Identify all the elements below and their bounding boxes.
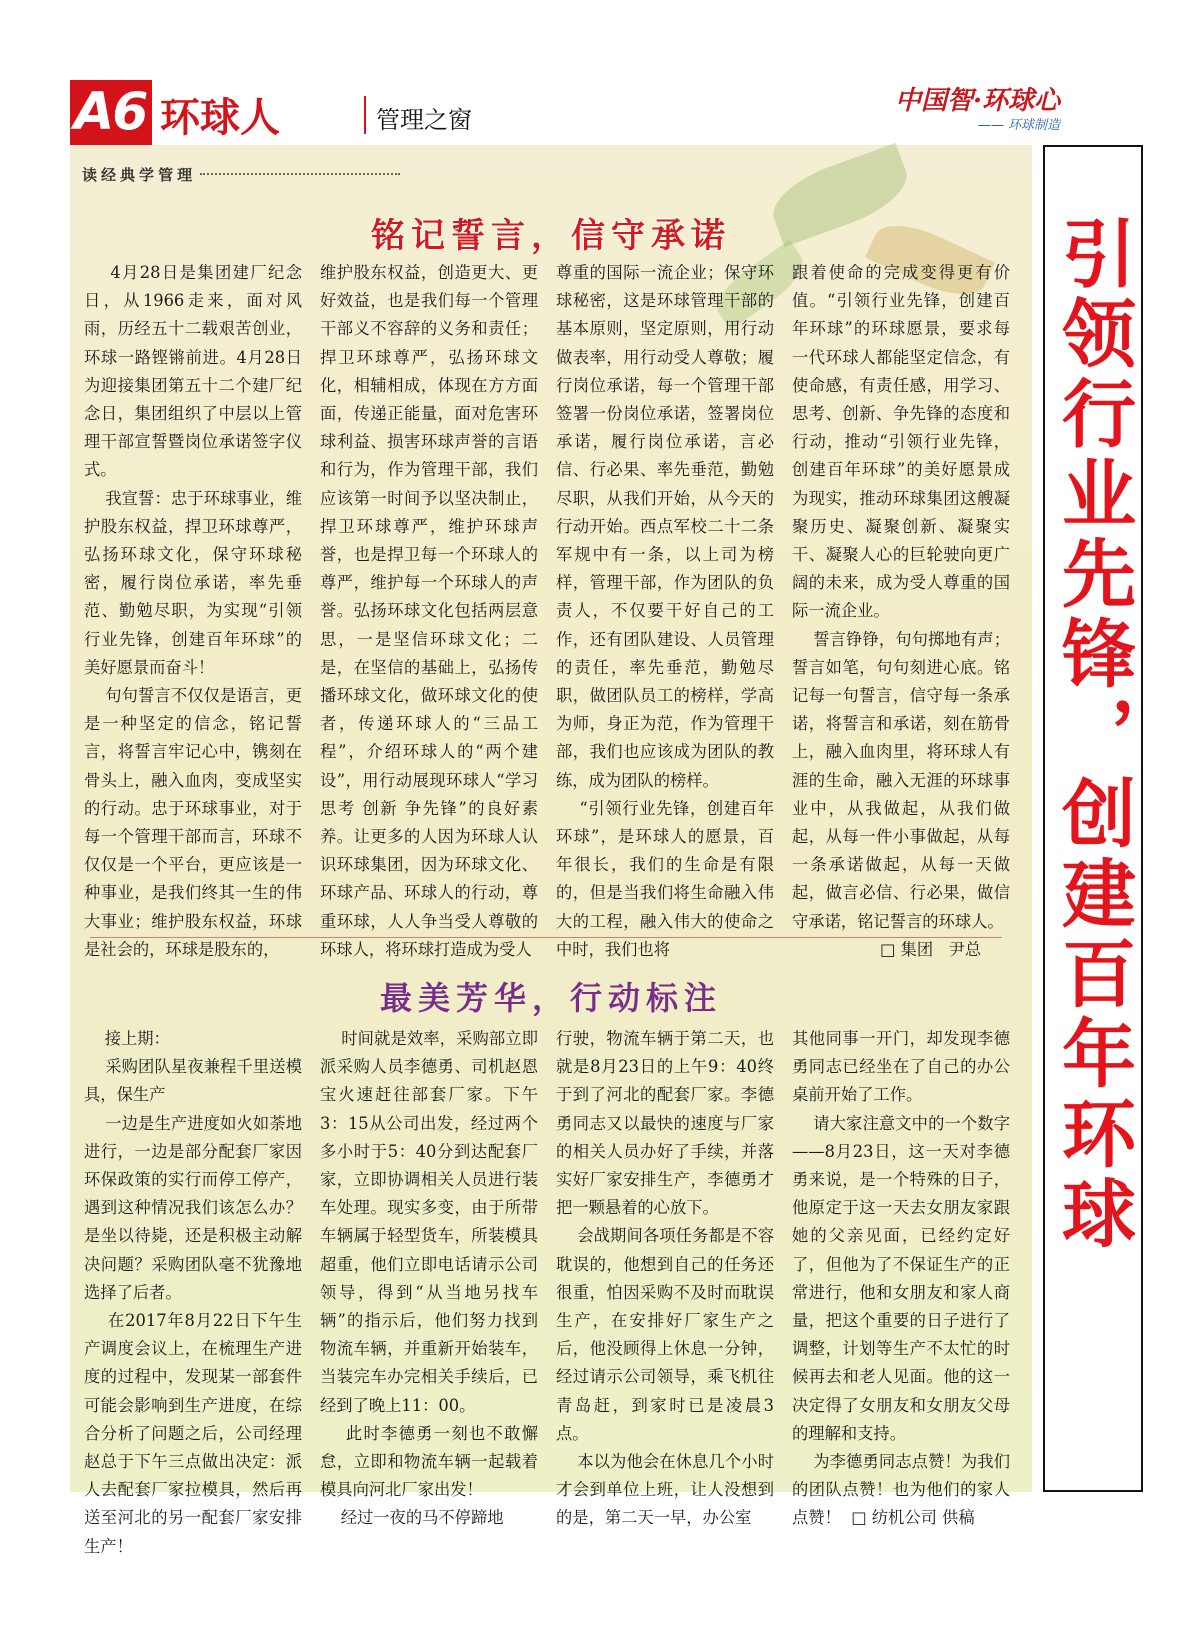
slogan: 中国智·环球心 (894, 86, 1060, 116)
article-column: 4月28日是集团建厂纪念日，从1966走来，面对风雨，历经五十二载艰苦创业，环球一路铿锵前进。4月28日为迎接集团第五十二个建厂纪念日，集团组织了中层以上管理干部宣誓暨岗位承诺签字仪式。 我宣誓：忠于环球事业，维护股东权益，捍卫环球尊严，弘扬环球文化，保守环球秘密，履行岗位承诺，率先垂范、勤勉尽职，为实现“引领行业先锋，创建百年环球”的美好愿景而奋斗！ 句句誓言不仅仅是语言，更是一种坚定的信念，铭记誓言，将誓言牢记心中，镌刻在骨头上，融入血肉，变成坚实的行动。忠于环球事业，对于每一个管理干部而言，环球不仅仅是一个平台，更应该是一种事业，是我们终其一生的伟大事业；维护股东权益，环球是社会的，环球是股东的， (84, 263, 302, 959)
column-tag (80, 163, 400, 185)
article-column: 其他同事一开门，却发现李德勇同志已经坐在了自己的办公桌前开始了工作。 请大家注意文中的一个数字——8月23日，这一天对李德勇来说，是一个特殊的日子，他原定于这一天去女朋友家跟她的父亲见面，已经约定好了，但他为了不保证生产的正常进行，他和女朋友和家人商量，把这个重要的日子进行了调整，计划等生产不太忙的时候再去和老人见面。他的这一决定得了女朋友和女朋友父母的理解和支持。 为李德勇同志点赞！为我们的团队点赞！也为他们的家人点赞！ □ 纺机公司 供稿 (792, 1029, 1010, 1528)
paper-name: 环球人 (160, 94, 280, 141)
vertical-title: 引领行业先锋，创建百年环球 (1050, 215, 1136, 1255)
tag-char: 经 (101, 165, 117, 184)
slogan-sub: —— 环球制造 (977, 118, 1060, 133)
tag-dotted-line (200, 173, 400, 175)
tag-char: 管 (158, 165, 174, 184)
vertical-title-box (1043, 145, 1143, 1492)
article-title: 最美芳华，行动标注 (379, 979, 722, 1017)
article-body (84, 1025, 1010, 1561)
article-title: 铭记誓言，信守承诺 (371, 216, 731, 256)
article-divider (90, 937, 1002, 938)
article-column: 行驶，物流车辆于第二天，也就是8月23日的上午9：40终于到了河北的配套厂家。李德勇同志又以最快的速度与厂家的相关人员办好了手续，并落实好厂家安排生产，李德勇才把一颗悬着的心放下。 会战期间各项任务都是不容耽误的，他想到自己的任务还很重，怕因采购不及时而耽误生产，在安排好厂家生产之后，他没顾得上休息一分钟，经过请示公司领导，乘飞机往青岛赶，到家时已是凌晨3点。 本以为他会在休息几个小时才会到单位上班，让人没想到的是，第二天一早，办公室 (556, 1029, 774, 1528)
page-header (70, 80, 1060, 145)
section-name: 管理之窗 (376, 106, 472, 134)
article-body (84, 259, 1010, 964)
content-panel (70, 145, 1032, 1556)
tag-char: 读 (82, 165, 98, 184)
article-column: 时间就是效率，采购部立即派采购人员李德勇、司机赵恩宝火速赶往部套厂家。下午3：15从公司出发，经过两个多小时于5：40分到达配套厂家，立即协调相关人员进行装车处理。现实多变，由于所带车辆属于轻型货车，所装模具超重，他们立即电话请示公司领导，得到“从当地另找车辆”的指示后，他们努力找到物流车辆，并重新开始装车，当装完车办完相关手续后，已经到了晚上11：00。 此时李德勇一刻也不敢懈怠，立即和物流车辆一起载着模具向河北厂家出发！ 经过一夜的马不停蹄地 (320, 1029, 538, 1528)
tag-char: 学 (139, 165, 155, 184)
article-column: 尊重的国际一流企业；保守环球秘密，这是环球管理干部的基本原则，坚定原则，用行动做表率，用行动受人尊敬；履行岗位承诺，每一个管理干部签署一份岗位承诺，签署岗位承诺，履行岗位承诺，言必信、行必果、率先垂范，勤勉尽职，从我们开始，从今天的行动开始。西点军校二十二条军规中有一条，以上司为榜样，管理干部，作为团队的负责人，不仅要干好自己的工作，还有团队建设、人员管理的责任，率先垂范，勤勉尽职，做团队员工的榜样，学高为师，身正为范，作为管理干部，我们也应该成为团队的教练，成为团队的榜样。 “引领行业先锋，创建百年环球”，是环球人的愿景，百年很长，我们的生命是有限的，但是当我们将生命融入伟大的工程，融入伟大的使命之中时，我们也将 (556, 263, 775, 959)
tag-char: 典 (120, 165, 136, 184)
page-number: A6 (70, 80, 152, 145)
header-separator (364, 96, 366, 134)
article-column: 维护股东权益，创造更大、更好效益，也是我们每一个管理干部义不容辞的义务和责任；捍卫环球尊严，弘扬环球文化，相辅相成，体现在方方面面，传递正能量，面对危害环球利益、损害环球声誉的言语和行为，作为管理干部，我们应该第一时间予以坚决制止，捍卫环球尊严，维护环球声誉，也是捍卫每一个环球人的尊严，维护每一个环球人的声誉。弘扬环球文化包括两层意思，一是坚信环球文化；二是，在坚信的基础上，弘扬传播环球文化，做环球文化的使者，传递环球人的“三品工程”，介绍环球人的“两个建设”，用行动展现环球人“学习 思考 创新 争先锋”的良好素养。让更多的人因为环球人认识环球集团，因为环球文化、环球产品、环球人的行动，尊重环球，人人争当受人尊敬的环球人，将环球打造成为受人 (320, 263, 544, 959)
article-column: 接上期： 采购团队星夜兼程千里送模具，保生产 一边是生产进度如火如荼地进行，一边是部分配套厂家因环保政策的实行而停工停产，遇到这种情况我们该怎么办？是坐以待毙，还是积极主动解决问题？采购团队毫不犹豫地选择了后者。 在2017年8月22日下午生产调度会议上，在梳理生产进度的过程中，发现某一部套件可能会影响到生产进度，在综合分析了问题之后，公司经理赵总于下午三点做出决定：派人去配套厂家拉模具，然后再送至河北的另一配套厂家安排生产！ (84, 1029, 302, 1556)
tag-char: 理 (177, 165, 193, 184)
article-column: 跟着使命的完成变得更有价值。“引领行业先锋，创建百年环球”的环球愿景，要求每一代环球人都能坚定信念，有使命感，有责任感，用学习、思考、创新、争先锋的态度和行动，推动“引领行业先锋，创建百年环球”的美好愿景成为现实，推动环球集团这艘凝聚历史、凝聚创新、凝聚实干、凝聚人心的巨轮驶向更广阔的未来，成为受人尊重的国际一流企业。 誓言铮铮，句句掷地有声；誓言如笔，句句刻进心底。铭记每一句誓言，信守每一条承诺，将誓言和承诺，刻在筋骨上，融入血肉里，将环球人有涯的生命，融入无涯的环球事业中，从我做起，从我们做起，从每一件小事做起，从每一条承诺做起，从每一天做起，做言必信、行必果，做信守承诺，铭记誓言的环球人。 □ 集团 尹总 (792, 263, 1010, 959)
